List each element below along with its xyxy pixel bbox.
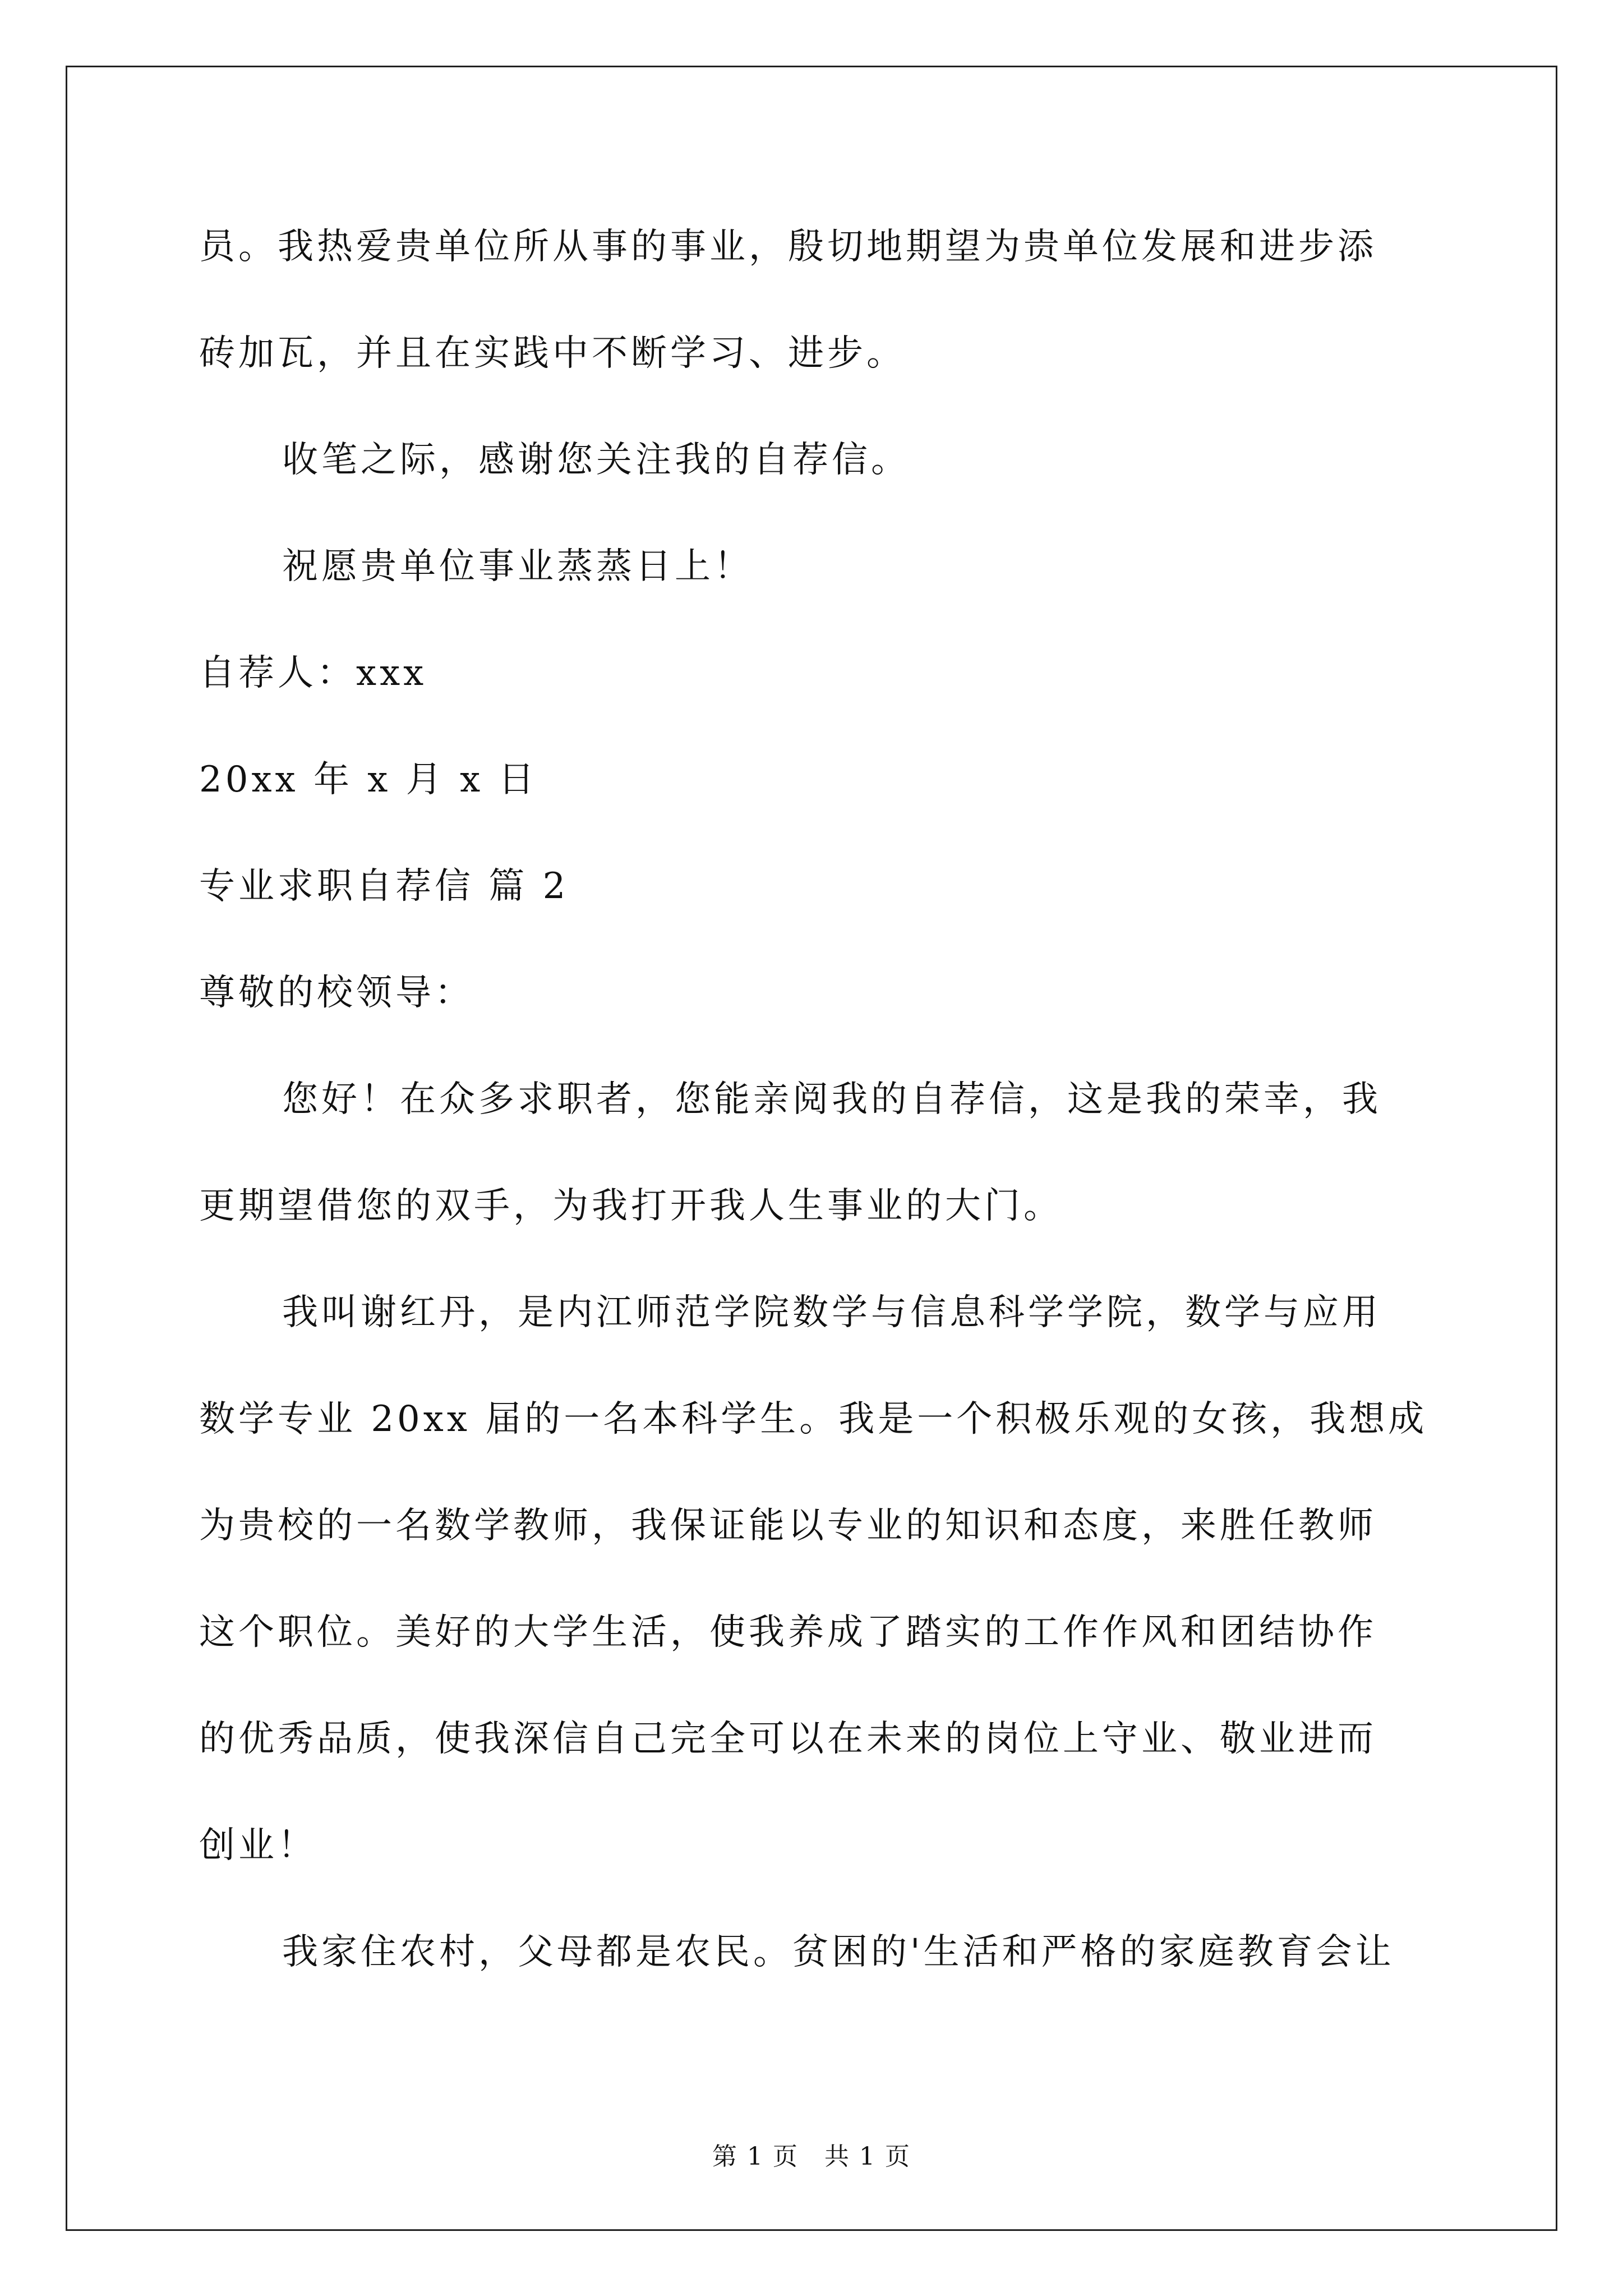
signature-line: 自荐人：xxx [199,652,427,694]
document-body [199,194,1428,2005]
paragraph-line: 的优秀品质，使我深信自己完全可以在未来的岗位上守业、敬业进而 [199,1718,1377,1760]
paragraph-line: 我家住农村，父母都是农民。贫困的'生活和严格的家庭教育会让 [282,1931,1395,1973]
salutation: 尊敬的校领导： [199,972,474,1014]
paragraph-line: 这个职位。美好的大学生活，使我养成了踏实的工作作风和团结协作 [199,1612,1377,1653]
date-line: 20xx 年 x 月 x 日 [199,759,538,800]
paragraph-line: 创业！ [199,1825,317,1866]
paragraph-line: 更期望借您的双手，为我打开我人生事业的大门。 [199,1185,1063,1227]
paragraph-line: 数学专业 20xx 届的一名本科学生。我是一个积极乐观的女孩，我想成 [199,1398,1428,1440]
paragraph-line: 祝愿贵单位事业蒸蒸日上！ [282,546,753,587]
paragraph-line: 我叫谢红丹，是内江师范学院数学与信息科学学院，数学与应用 [282,1292,1381,1333]
paragraph-line: 员。我热爱贵单位所从事的事业，殷切地期望为贵单位发展和进步添 [199,226,1377,268]
paragraph-line: 收笔之际，感谢您关注我的自荐信。 [282,439,910,481]
paragraph-line: 您好！在众多求职者，您能亲阅我的自荐信，这是我的荣幸，我 [282,1079,1381,1120]
paragraph-line: 为贵校的一名数学教师，我保证能以专业的知识和态度，来胜任教师 [199,1505,1377,1547]
page-footer: 第 1 页 共 1 页 [712,2142,911,2171]
paragraph-line: 砖加瓦，并且在实践中不断学习、进步。 [199,333,906,374]
section-heading: 专业求职自荐信 篇 2 [199,866,569,907]
